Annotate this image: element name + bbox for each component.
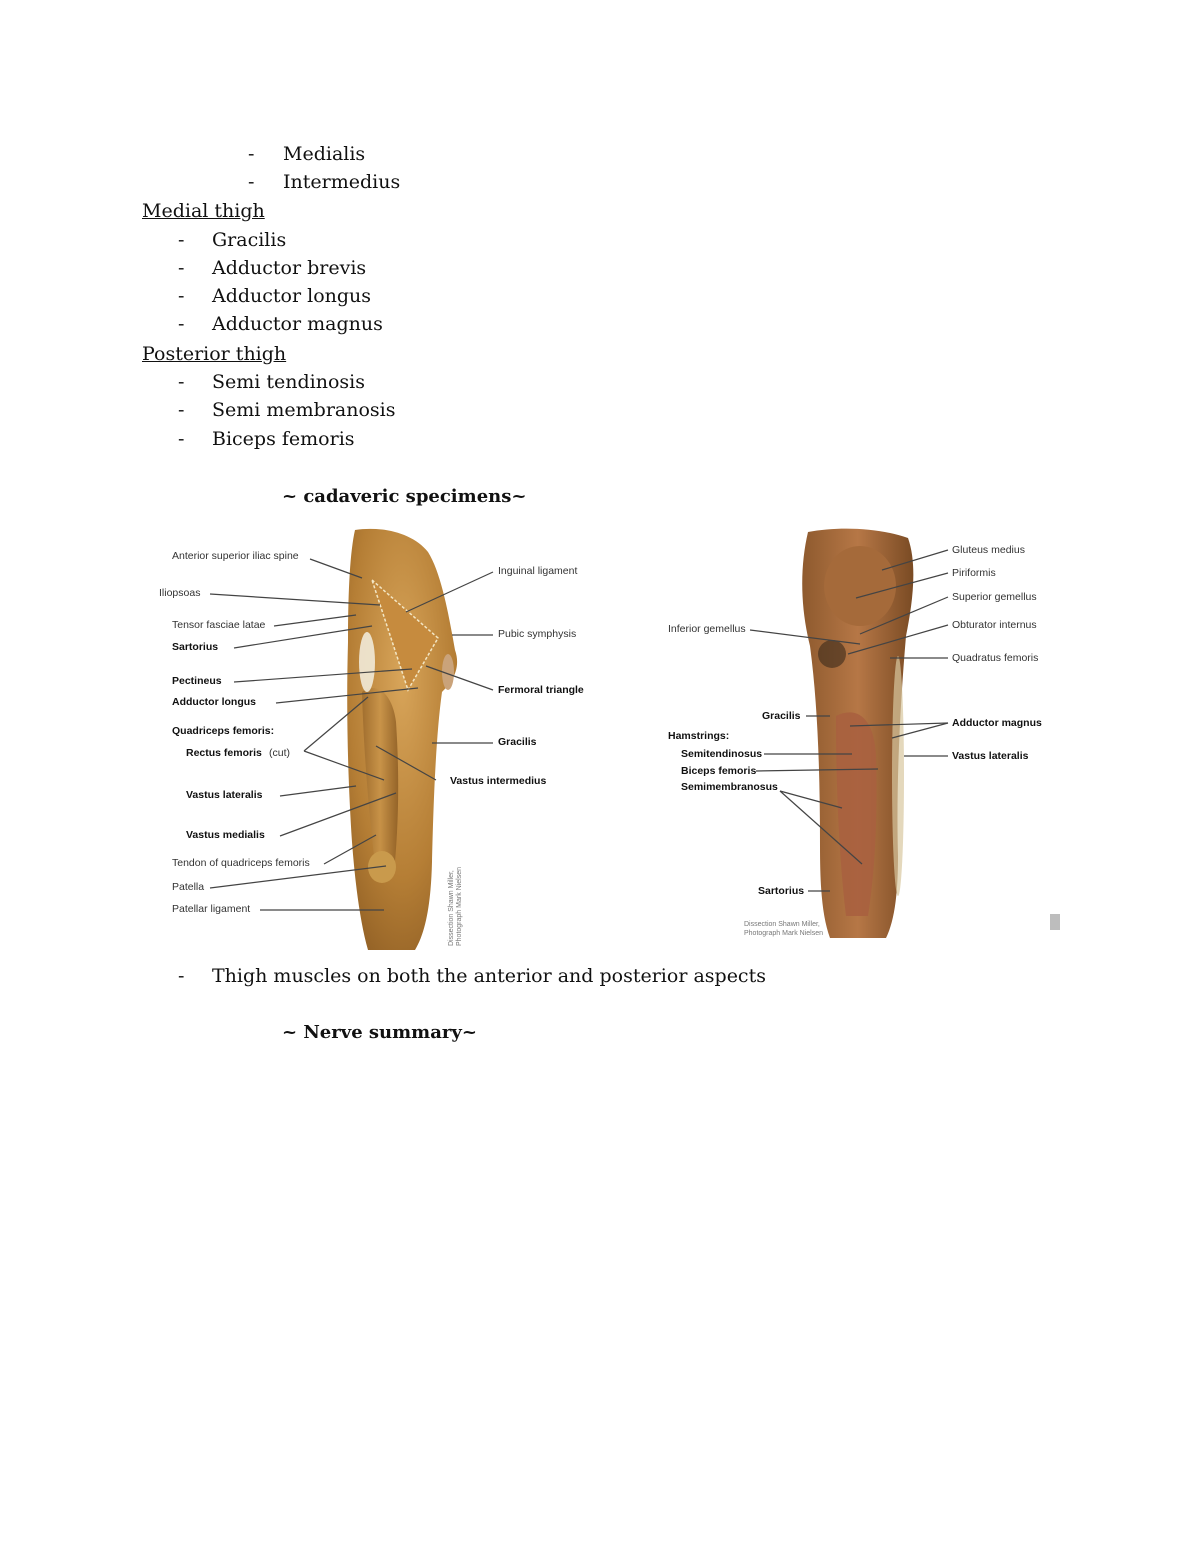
list-item: Adductor brevis bbox=[212, 257, 367, 279]
label-quadriceps: Quadriceps femoris: bbox=[172, 725, 275, 737]
nerve-summary-title: ~ Nerve summary~ bbox=[282, 1022, 477, 1043]
figure-caption: Thigh muscles on both the anterior and posterior aspects bbox=[212, 965, 766, 987]
credit-line-1: Dissection Shawn Miller, bbox=[744, 921, 820, 928]
label-biceps-femoris: Biceps femoris bbox=[681, 765, 757, 777]
label-vastus-lateralis: Vastus lateralis bbox=[186, 789, 263, 801]
list-item: Biceps femoris bbox=[212, 428, 355, 450]
list-dash: - bbox=[178, 371, 185, 393]
label-gracilis: Gracilis bbox=[498, 736, 537, 748]
list-dash: - bbox=[178, 229, 185, 251]
credit-line-2: Photograph Mark Nielsen bbox=[456, 867, 463, 946]
section-heading-medial-thigh: Medial thigh bbox=[142, 200, 265, 222]
label-patella: Patella bbox=[172, 881, 205, 893]
list-dash: - bbox=[178, 313, 185, 335]
list-dash: - bbox=[178, 965, 185, 987]
label-vastus-lateralis: Vastus lateralis bbox=[952, 750, 1029, 762]
label-vastus-intermedius: Vastus intermedius bbox=[450, 775, 547, 787]
fascia-lata-strip bbox=[892, 656, 904, 896]
section-heading-posterior-thigh: Posterior thigh bbox=[142, 343, 287, 365]
list-item: Adductor magnus bbox=[212, 313, 383, 335]
label-gracilis: Gracilis bbox=[762, 710, 801, 722]
label-adductor-magnus: Adductor magnus bbox=[952, 717, 1042, 729]
label-vastus-medialis: Vastus medialis bbox=[186, 829, 265, 841]
list-item: Medialis bbox=[283, 143, 366, 165]
list-item: Semi membranosis bbox=[212, 399, 396, 421]
list-dash: - bbox=[178, 257, 185, 279]
cadaveric-specimens-title: ~ cadaveric specimens~ bbox=[282, 486, 527, 507]
list-dash: - bbox=[248, 143, 255, 165]
thigh-specimen-image bbox=[347, 529, 457, 950]
credit-line-1: Dissection Shawn Miller, bbox=[448, 870, 455, 946]
list-dash: - bbox=[178, 399, 185, 421]
credit-line-2: Photograph Mark Nielsen bbox=[744, 930, 823, 937]
label-rectus-femoris: Rectus femoris bbox=[186, 747, 262, 759]
label-hamstrings: Hamstrings: bbox=[668, 730, 730, 742]
label-semimembranosus: Semimembranosus bbox=[681, 781, 778, 793]
label-sartorius: Sartorius bbox=[758, 885, 805, 897]
list-dash: - bbox=[248, 171, 255, 193]
list-dash: - bbox=[178, 285, 185, 307]
gray-square bbox=[1050, 914, 1060, 930]
label-obturator-internus: Obturator internus bbox=[952, 619, 1037, 631]
label-femoral-triangle: Fermoral triangle bbox=[498, 684, 584, 696]
label-tfl: Tensor fasciae latae bbox=[172, 619, 266, 631]
label-patellar-ligament: Patellar ligament bbox=[172, 903, 251, 915]
list-item: Semi tendinosis bbox=[212, 371, 366, 393]
label-semitendinosus: Semitendinosus bbox=[681, 748, 763, 760]
label-inferior-gemellus: Inferior gemellus bbox=[668, 623, 746, 635]
list-item: Intermedius bbox=[283, 171, 401, 193]
white-fascia-area bbox=[359, 632, 375, 692]
label-adductor-longus: Adductor longus bbox=[172, 696, 256, 708]
list-item: Gracilis bbox=[212, 229, 287, 251]
list-dash: - bbox=[178, 428, 185, 450]
label-rectus-cut: (cut) bbox=[269, 747, 290, 759]
label-iliopsoas: Iliopsoas bbox=[159, 587, 201, 599]
label-gluteus-medius: Gluteus medius bbox=[952, 544, 1025, 556]
list-item: Adductor longus bbox=[212, 285, 372, 307]
label-asis: Anterior superior iliac spine bbox=[172, 550, 299, 562]
label-inguinal-ligament: Inguinal ligament bbox=[498, 565, 578, 577]
label-sartorius: Sartorius bbox=[172, 641, 219, 653]
posterior-thigh-figure bbox=[660, 526, 1065, 946]
gluteal-region bbox=[824, 546, 896, 626]
label-piriformis: Piriformis bbox=[952, 567, 996, 579]
label-quadratus-femoris: Quadratus femoris bbox=[952, 652, 1039, 664]
label-tendon-quadriceps: Tendon of quadriceps femoris bbox=[172, 857, 310, 869]
label-pubic-symphysis: Pubic symphysis bbox=[498, 628, 577, 640]
ischial-area bbox=[818, 640, 846, 668]
label-superior-gemellus: Superior gemellus bbox=[952, 591, 1037, 603]
label-pectineus: Pectineus bbox=[172, 675, 222, 687]
anterior-thigh-figure bbox=[150, 522, 610, 954]
